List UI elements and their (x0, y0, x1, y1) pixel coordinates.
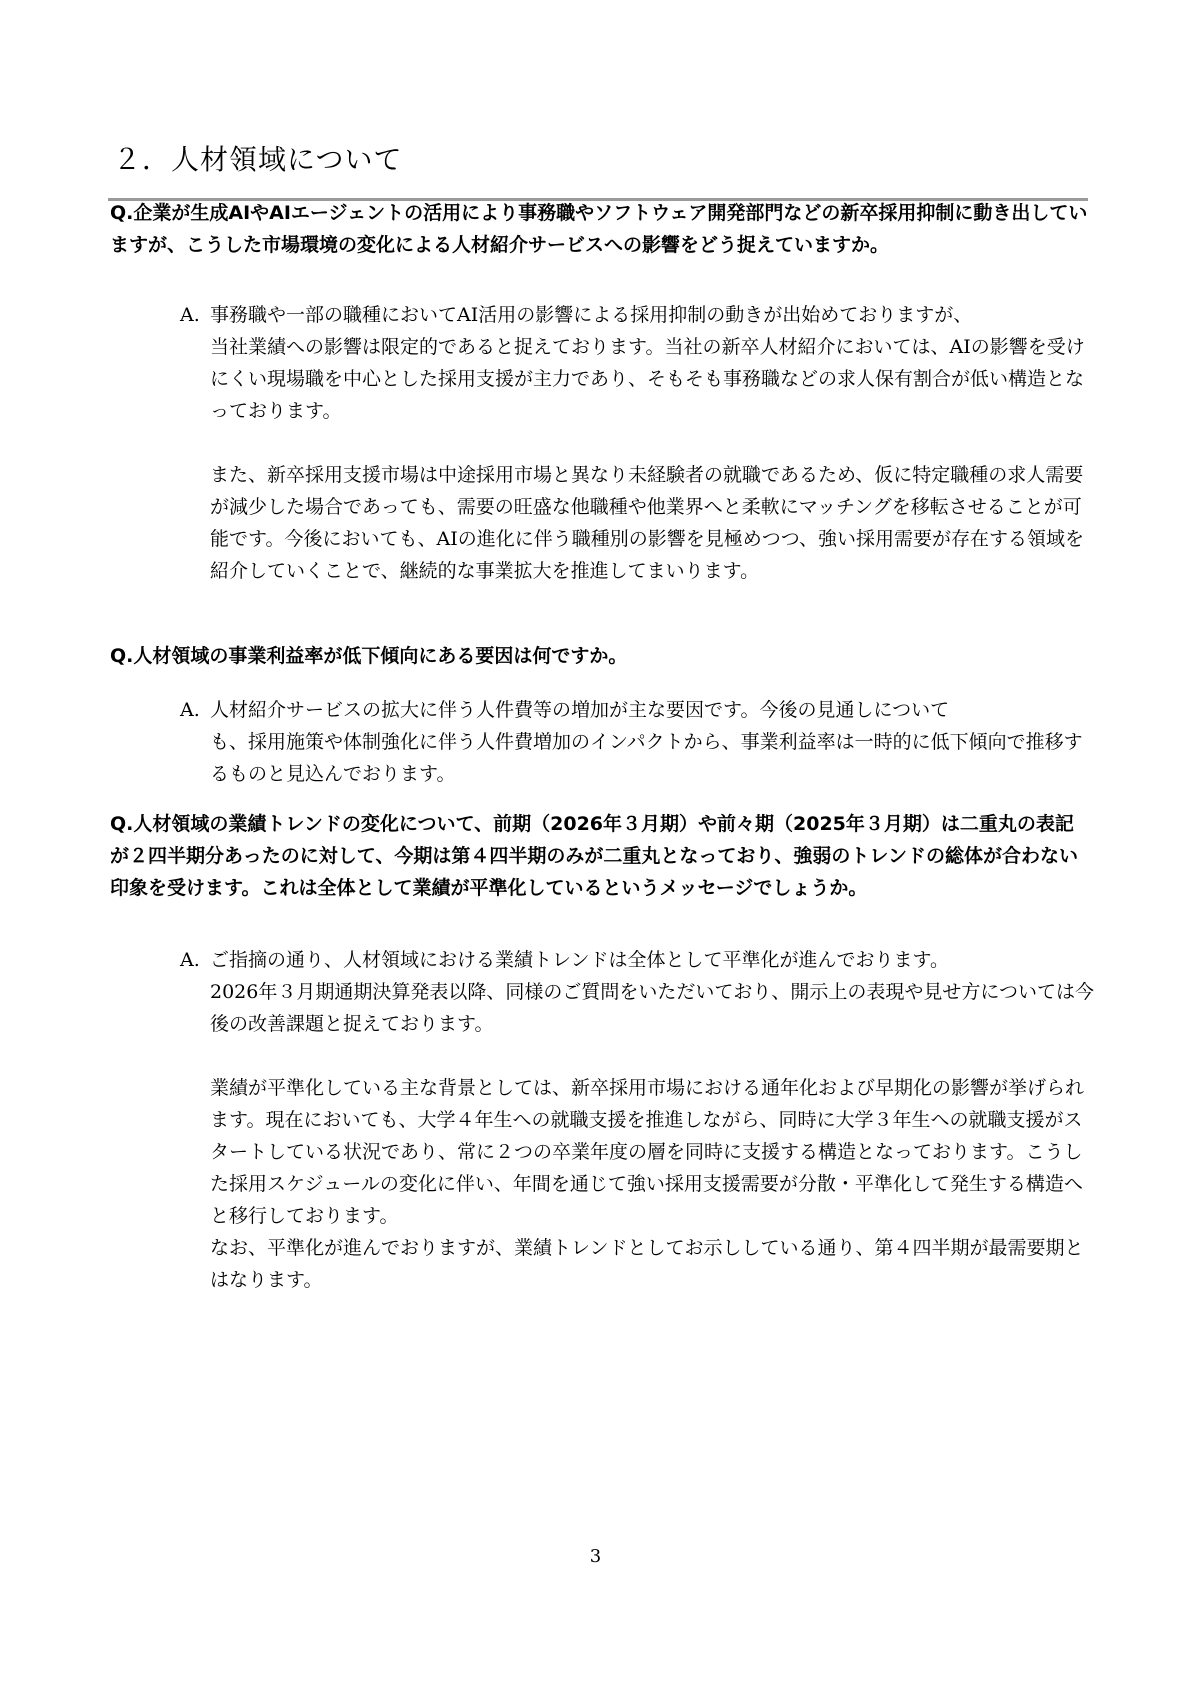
answer-2 (180, 694, 1095, 790)
answer-1-continuation: 当社業績への影響は限定的であると捉えております。当社の新卒人材紹介においては、AIの影響を受けにくい現場職を中心とした採用支援が主力であり、そもそも事務職などの求人保有割合が低い構造となっております。 (210, 336, 1085, 422)
answer-2-first-line (180, 694, 1095, 726)
answer-2-continuation: も、採用施策や体制強化に伴う人件費増加のインパクトから、事業利益率は一時的に低下傾向で推移するものと見込んでおります。 (210, 731, 1083, 785)
answer-3-first-line (180, 944, 1095, 976)
question-1: Q.企業が生成AIやAIエージェントの活用により事務職やソフトウェア開発部門などの新卒採用抑制に動き出していますが、こうした市場環境の変化による人材紹介サービスへの影響をどう捉えていますか。 (110, 202, 1088, 256)
answer-label: A. (180, 949, 200, 971)
section-title: ２．人材領域について (113, 143, 403, 176)
answer-2-first-text: 人材紹介サービスの拡大に伴う人件費等の増加が主な要因です。今後の見通しについて (210, 699, 950, 721)
answer-3-continuation: 2026年３月期通期決算発表以降、同様のご質問をいただいており、開示上の表現や見せ方については今後の改善課題と捉えております。 (210, 981, 1094, 1035)
answer-1 (180, 299, 1095, 587)
question-2: Q.人材領域の事業利益率が低下傾向にある要因は何ですか。 (110, 645, 628, 667)
answer-3-paragraph-2: 業績が平準化している主な背景としては、新卒採用市場における通年化および早期化の影響が挙げられます。現在においても、大学４年生への就職支援を推進しながら、同時に大学３年生への就職支援がスタートしている状況であり、常に２つの卒業年度の層を同時に支援する構造となっております。こうした採用スケジュールの変化に伴い、年間を通じて強い採用支援需要が分散・平準化して発生する構造へと移行しております。 (210, 1077, 1085, 1227)
answer-1-paragraph-2: また、新卒採用支援市場は中途採用市場と異なり未経験者の就職であるため、仮に特定職種の求人需要が減少した場合であっても、需要の旺盛な他職種や他業界へと柔軟にマッチングを移転させることが可能です。今後においても、AIの進化に伴う職種別の影響を見極めつつ、強い採用需要が存在する領域を紹介していくことで、継続的な事業拡大を推進してまいります。 (210, 464, 1084, 582)
answer-1-first-line (180, 299, 1095, 331)
question-3: Q.人材領域の業績トレンドの変化について、前期（2026年３月期）や前々期（2025年３月期）は二重丸の表記が２四半期分あったのに対して、今期は第４四半期のみが二重丸となっており、強弱のトレンドの総体が合わない印象を受けます。これは全体として業績が平準化しているというメッセージでしょうか。 (110, 813, 1078, 899)
answer-1-first-text: 事務職や一部の職種においてAI活用の影響による採用抑制の動きが出始めておりますが、 (210, 304, 973, 326)
answer-label: A. (180, 699, 200, 721)
answer-3-paragraph-2-continued: なお、平準化が進んでおりますが、業績トレンドとしてお示ししている通り、第４四半期が最需要期とはなります。 (210, 1237, 1084, 1291)
page-number: 3 (589, 1546, 602, 1567)
answer-3-first-text: ご指摘の通り、人材領域における業績トレンドは全体として平準化が進んでおります。 (210, 949, 950, 971)
answer-label: A. (180, 304, 200, 326)
answer-3 (180, 944, 1095, 1296)
